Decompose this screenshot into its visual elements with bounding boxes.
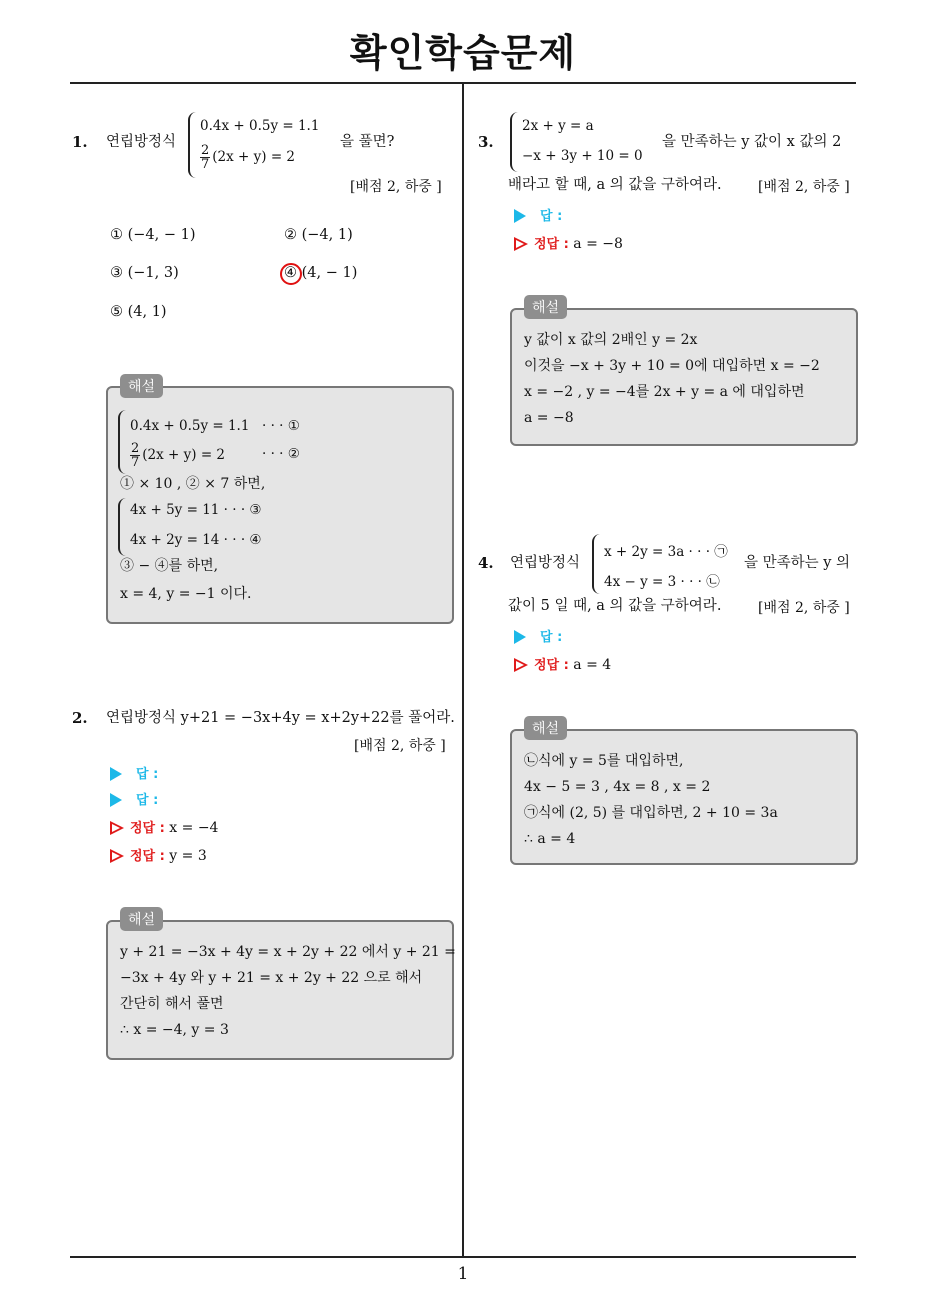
page-title: 확인학습문제 [349, 31, 577, 75]
q1-eq1: 0.4x + 0.5y = 1.1 [200, 118, 320, 134]
explanation-tag: 해설 [524, 716, 567, 740]
question-number: 4. [478, 554, 494, 572]
q1-lead: 연립방정식 [106, 134, 177, 150]
answer-field[interactable]: 답 : [514, 626, 562, 645]
answer-field[interactable]: 답 : [110, 763, 158, 782]
q4-eq1: x + 2y = 3a · · · ㉠ [604, 544, 728, 560]
choice-3[interactable]: ③ (−1, 3) [110, 265, 179, 281]
explain-system-1 [118, 410, 318, 474]
q4-line2: 값이 5 일 때, a 의 값을 구하여라. [508, 598, 722, 614]
explain-line: ㉠식에 (2, 5) 를 대입하면, 2 + 10 = 3a [524, 805, 778, 821]
explain-eq1: 0.4x + 0.5y = 1.1 · · · ① [130, 418, 300, 434]
explain-line: a = −8 [524, 410, 574, 426]
q3-equation-system [510, 112, 660, 172]
q3-explanation-box [510, 308, 858, 446]
explanation-tag: 해설 [120, 374, 163, 398]
q1-meta: [배점 2, 하중 ] [350, 179, 442, 195]
q2-meta: [배점 2, 하중 ] [354, 738, 446, 754]
question-number: 3. [478, 133, 494, 151]
choice-5[interactable]: ⑤ (4, 1) [110, 304, 167, 320]
explain-line: 이것을 −x + 3y + 10 = 0에 대입하면 x = −2 [524, 358, 820, 374]
explain-line: ∴ x = −4, y = 3 [120, 1022, 229, 1038]
selected-answer-mark [280, 263, 302, 285]
correct-answer: 정답 : a = −8 [514, 233, 623, 252]
answer-marker-icon [514, 209, 526, 223]
question-number: 1. [72, 133, 88, 151]
explain-system-2 [118, 498, 318, 556]
q1-equation-system [188, 112, 328, 178]
q2-text: 연립방정식 y+21 = −3x+4y = x+2y+22를 풀어라. [106, 710, 455, 726]
correct-answer: 정답 : y = 3 [110, 845, 207, 864]
q3-meta: [배점 2, 하중 ] [758, 179, 850, 195]
choice-4[interactable]: ④ (4, − 1) [284, 265, 358, 281]
correct-marker-icon [514, 237, 528, 251]
explain-eq3: 4x + 5y = 11 · · · ③ [130, 502, 262, 518]
answer-marker-icon [514, 630, 526, 644]
q4-eq2: 4x − y = 3 · · · ㉡ [604, 574, 720, 590]
answer-field[interactable]: 답 : [110, 789, 158, 808]
explain-line: 4x − 5 = 3 , 4x = 8 , x = 2 [524, 779, 711, 795]
explanation-tag: 해설 [524, 295, 567, 319]
brace [188, 112, 198, 178]
q1-tail: 을 풀면? [340, 134, 395, 150]
q1-eq2 [200, 144, 295, 171]
q1-eq2-denominator: 7 [201, 157, 210, 172]
q1-eq2-rest: (2x + y) = 2 [212, 149, 296, 165]
page-number: 1 [457, 1264, 469, 1284]
explain-line: y + 21 = −3x + 4y = x + 2y + 22 에서 y + 21 = [120, 944, 456, 960]
column-divider [462, 83, 464, 1258]
q4-explanation-box [510, 729, 858, 865]
q4-meta: [배점 2, 하중 ] [758, 600, 850, 616]
brace [118, 410, 128, 474]
explain-eq4: 4x + 2y = 14 · · · ④ [130, 532, 262, 548]
brace [592, 534, 602, 594]
correct-answer: 정답 : a = 4 [514, 654, 611, 673]
correct-answer: 정답 : x = −4 [110, 817, 218, 836]
q1-eq2-numerator: 2 [201, 143, 210, 158]
brace [510, 112, 520, 172]
choice-1[interactable]: ① (−4, − 1) [110, 227, 196, 243]
q3-tail: 을 만족하는 y 값이 x 값의 2 [662, 134, 842, 150]
explain-eq2: $\frac{2}{7}$ (2x + y) = 2 · · · ② [131, 441, 300, 470]
q3-eq2: −x + 3y + 10 = 0 [522, 148, 643, 164]
correct-marker-icon [110, 821, 124, 835]
question-number: 2. [72, 709, 88, 727]
answer-marker-icon [110, 767, 122, 781]
explain-line: x = −2 , y = −4를 2x + y = a 에 대입하면 [524, 384, 805, 400]
explain-line: ① × 10 , ② × 7 하면, [120, 476, 266, 492]
explanation-tag: 해설 [120, 907, 163, 931]
footer-rule [70, 1256, 856, 1258]
correct-marker-icon [514, 658, 528, 672]
answer-field[interactable]: 답 : [514, 205, 562, 224]
answer-marker-icon [110, 793, 122, 807]
explain-line: x = 4, y = −1 이다. [120, 586, 252, 602]
q4-tail: 을 만족하는 y 의 [744, 555, 851, 571]
q3-line2: 배라고 할 때, a 의 값을 구하여라. [508, 177, 722, 193]
q1-explanation-box [106, 386, 454, 624]
q2-explanation-box [106, 920, 454, 1060]
q3-eq1: 2x + y = a [522, 118, 594, 134]
explain-line: 간단히 해서 풀면 [120, 996, 224, 1012]
choice-2[interactable]: ② (−4, 1) [284, 227, 353, 243]
explain-line: ㉡식에 y = 5를 대입하면, [524, 753, 684, 769]
correct-marker-icon [110, 849, 124, 863]
brace [118, 498, 128, 556]
explain-line: ③ − ④를 하면, [120, 558, 219, 574]
q4-lead: 연립방정식 [510, 555, 581, 571]
explain-line: y 값이 x 값의 2배인 y = 2x [524, 332, 698, 348]
explain-line: −3x + 4y 와 y + 21 = x + 2y + 22 으로 해서 [120, 970, 423, 986]
q4-equation-system [592, 534, 732, 594]
explain-line: ∴ a = 4 [524, 831, 576, 847]
